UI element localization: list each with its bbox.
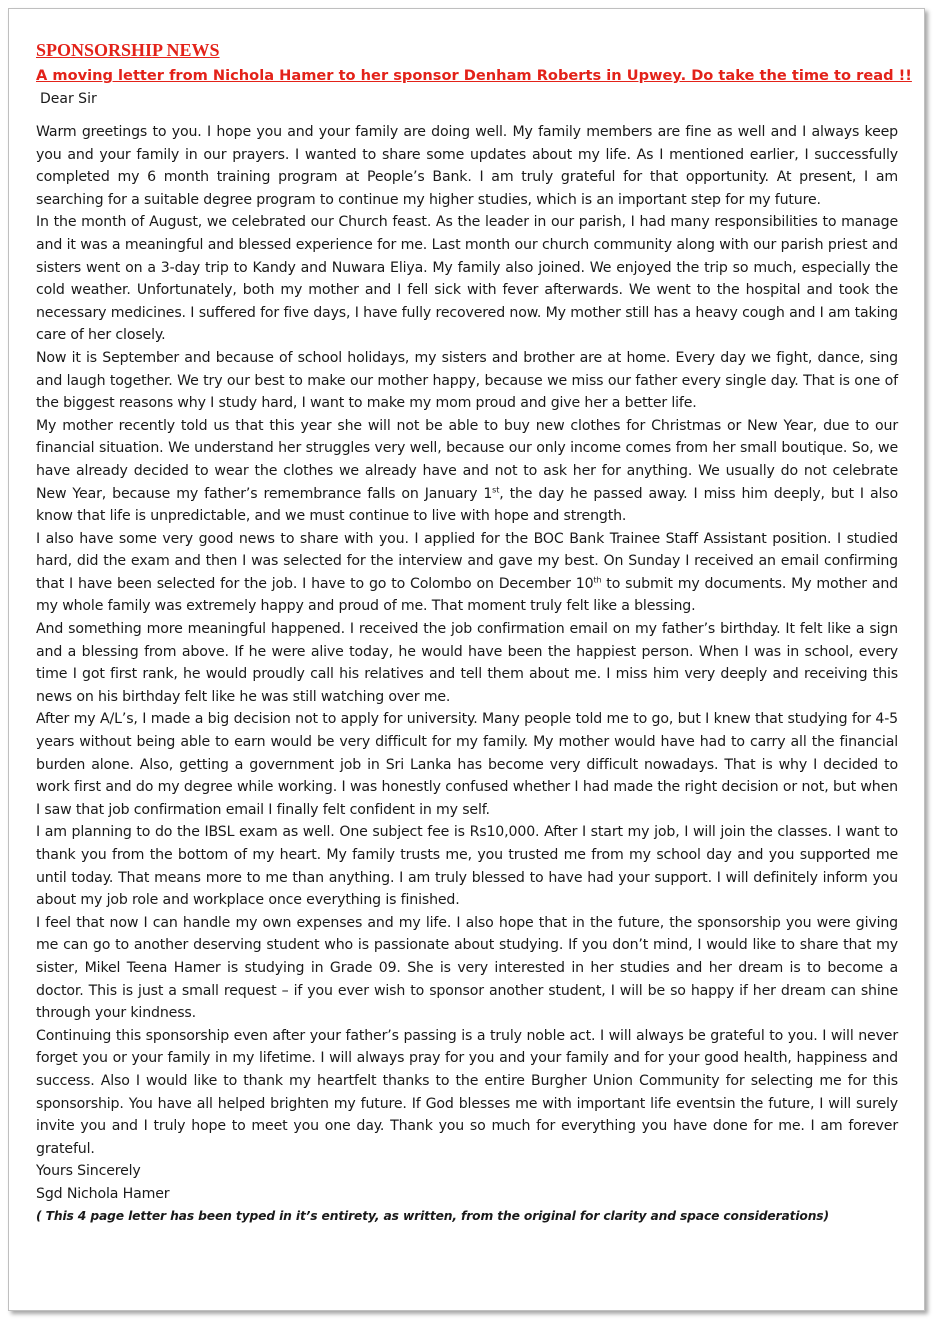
paragraph-text: My mother recently told us that this year she will not be able to buy new clothes for Christmas or New Year, due to our financial situation. We understand her struggles very well, because our only income comes from her small boutique. So, we have already decided to wear the clothes we already have and not to ask her for anything. We usually do not celebrate New Year, because my father’s remembrance falls on January 1 [36,417,898,502]
letter-paragraph: I feel that now I can handle my own expenses and my life. I also hope that in the future, the sponsorship you were giving me can go to another deserving student who is passionate about studying. If you don’t mind, I would like to share that my sister, Mikel Teena Hamer is studying in Grade 09. She is very interested in her studies and her dream is to become a doctor. This is just a small request – if you ever wish to sponsor another student, I will be so happy if her dream can shine through your kindness. [36,914,898,1022]
ordinal-suffix: st [492,484,500,494]
ordinal-suffix: th [593,575,602,585]
letter-paragraph: Continuing this sponsorship even after your father’s passing is a truly noble act. I will always be grateful to you. I will never forget you or your family in my lifetime. I will always pray for you and your family and for your good health, happiness and success. Also I would like to thank my heartfelt thanks to the entire Burgher Union Community for selecting me for this sponsorship. You have all helped brighten my future. If God blesses me with important life eventsin the future, I will surely invite you and I truly hope to meet you one day. Thank you so much for everything you have done for me. I am forever grateful. [36,1027,898,1157]
editor-footnote: ( This 4 page letter has been typed in it’s entirety, as written, from the original for clarity and space considerations) [36,1208,829,1223]
letter-paragraph: After my A/L’s, I made a big decision not to apply for university. Many people told me to go, but I knew that studying for 4-5 years without being able to earn would be very difficult for my family. My mother would have had to carry all the financial burden alone. Also, getting a government job in Sri Lanka has become very difficult nowadays. That is why I decided to work first and do my degree while working. I was honestly confused whether I had made the right decision or not, but when I saw that job confirmation email I finally felt confident in my self. [36,711,898,818]
headline: SPONSORSHIP NEWS [36,40,220,60]
letter-greeting: Dear Sir [40,91,97,107]
newsletter-article [36,39,912,1226]
letter-paragraph: Now it is September and because of school holidays, my sisters and brother are at home. Every day we fight, dance, sing and laugh together. We try our best to make our mother happy, because we miss our father every single day. That is one of the biggest reasons why I study hard, I want to make my mom proud and give her a better life. [36,349,898,412]
paragraph-text: I also have some very good news to share with you. I applied for the BOC Bank Trainee Staff Assistant position. I studied hard, did the exam and then I was selected for the interview and gave my best. On Sunday I received an email confirming that I have been selected for the job. I have to go to Colombo on December 10 [36,530,898,592]
letter-closing: Yours Sincerely [36,1163,141,1180]
letter-paragraph [36,415,898,528]
letter-body [36,121,898,1226]
letter-paragraph: I am planning to do the IBSL exam as well. One subject fee is Rs10,000. After I start my job, I will join the classes. I want to thank you from the bottom of my heart. My family trusts me, you trusted me from my school day and you supported me until today. That means more to me than anything. I am truly blessed to have had your support. I will definitely inform you about my job role and workplace once everything is finished. [36,824,898,909]
paragraph-text: , the day he passed away. I miss him deeply, but I also know that life is unpredictable, and we must continue to live with hope and strength. [36,485,898,525]
letter-paragraph: And something more meaningful happened. I received the job confirmation email on my father’s birthday. It felt like a sign and a blessing from above. If he were alive today, he would have been the happiest person. When I was in school, every time I got first rank, he would proudly call his relatives and tell them about me. I miss him very deeply and receiving this news on his birthday felt like he was still watching over me. [36,621,898,705]
letter-paragraph [36,528,898,618]
document-page [8,8,925,1311]
letter-paragraph: In the month of August, we celebrated our Church feast. As the leader in our parish, I had many responsibilities to manage and it was a meaningful and blessed experience for me. Last month our church community along with our parish priest and sisters went on a 3-day trip to Kandy and Nuwara Eliya. My family also joined. We enjoyed the trip so much, especially the cold weather. Unfortunately, both my mother and I fell sick with fever afterwards. We went to the hospital and took the necessary medicines. I suffered for five days, I have fully recovered now. My mother still has a heavy cough and I am taking care of her closely. [36,214,898,344]
letter-paragraph: Warm greetings to you. I hope you and your family are doing well. My family members are fine as well and I always keep you and your family in our prayers. I wanted to share some updates about my life. As I mentioned earlier, I successfully completed my 6 month training program at People’s Bank. I am truly grateful for that opportunity. At present, I am searching for a suitable degree program to continue my higher studies, which is an important step for my future. [36,124,898,208]
subheadline: A moving letter from Nichola Hamer to her sponsor Denham Roberts in Upwey. Do take the time to read !! [36,67,912,84]
paragraph-text: to submit my documents. My mother and my whole family was extremely happy and proud of me. That moment truly felt like a blessing. [36,575,898,615]
letter-signature: Sgd Nichola Hamer [36,1185,170,1202]
